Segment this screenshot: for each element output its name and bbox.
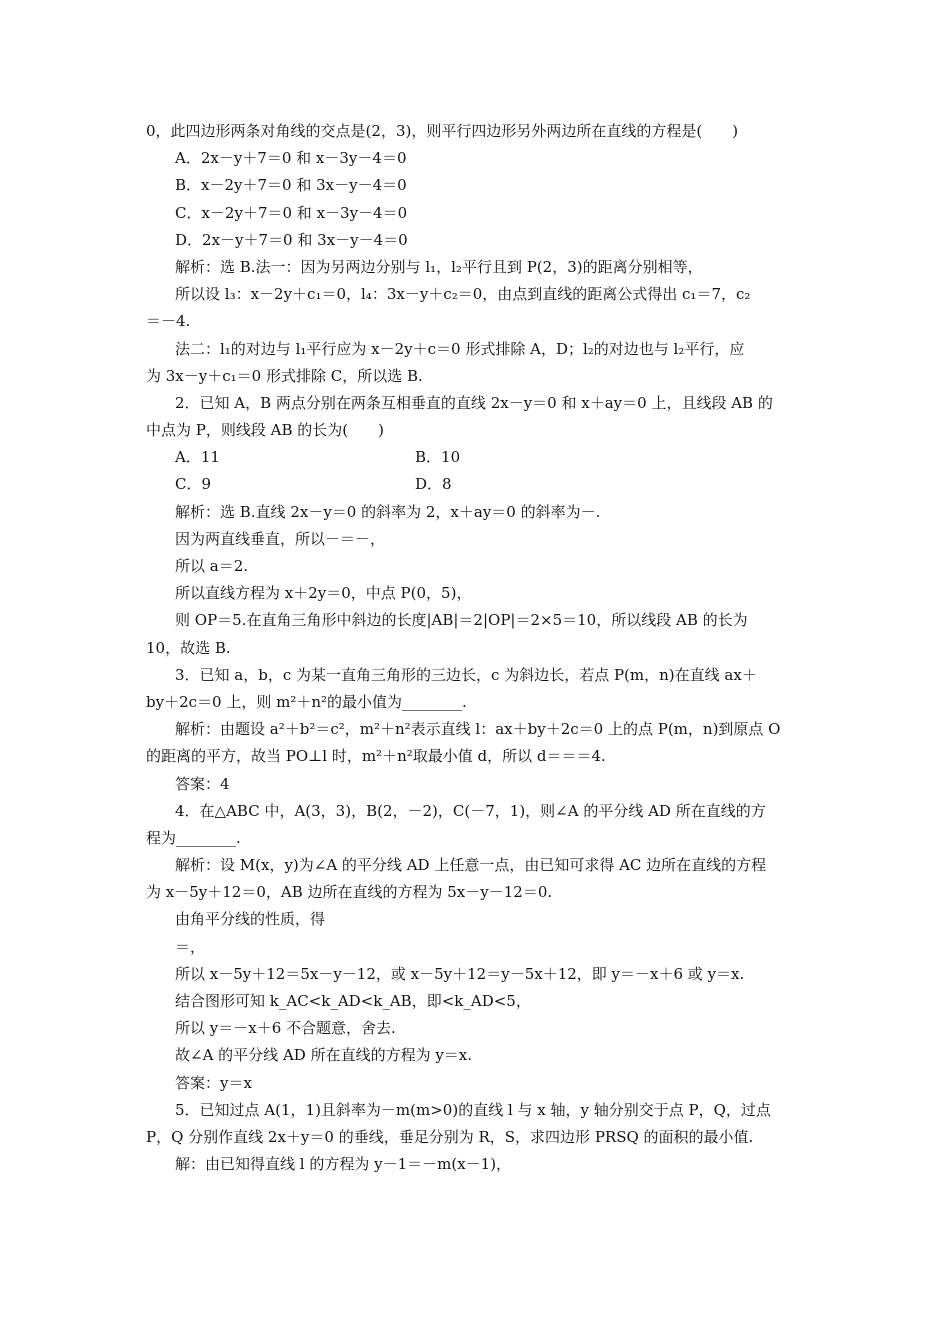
text-line: 的距离的平方，故当 PO⊥l 时，m²＋n²取最小值 d，所以 d＝＝＝4. <box>146 747 606 766</box>
text-line: 解析：选 B.法一：因为另两边分别与 l₁，l₂平行且到 P(2，3)的距离分别相等， <box>175 257 703 276</box>
option-left: C．9 <box>175 475 212 494</box>
solutions-block <box>146 499 806 1179</box>
text-line: ＝－4. <box>146 312 191 331</box>
text-line: 所以 x－5y＋12＝5x－y－12，或 x－5y＋12＝y－5x＋12，即 y＝－x＋6 或 y＝x. <box>175 964 745 983</box>
problem-1-block <box>146 118 806 444</box>
text-line: by＋2c＝0 上，则 m²＋n²的最小值为________. <box>146 692 467 711</box>
text-line: ＝， <box>175 937 206 956</box>
option-right: B．10 <box>415 448 461 467</box>
text-line: 中点为 P，则线段 AB 的长为( ) <box>146 421 384 440</box>
text-line: 为 3x－y＋c₁＝0 形式排除 C，所以选 B. <box>146 366 423 385</box>
text-line: 2．已知 A，B 两点分别在两条互相垂直的直线 2x－y＝0 和 x＋ay＝0 上，且线段 AB 的 <box>175 393 773 412</box>
text-line: 因为两直线垂直，所以－＝－， <box>175 529 386 548</box>
text-line: 由角平分线的性质，得 <box>175 910 326 929</box>
text-line: B．x－2y＋7＝0 和 3x－y－4＝0 <box>175 176 407 195</box>
text-line: A．2x－y＋7＝0 和 x－3y－4＝0 <box>175 149 407 168</box>
text-line: 3．已知 a，b，c 为某一直角三角形的三边长，c 为斜边长，若点 P(m，n)在直线 ax＋ <box>175 665 757 684</box>
problem-2-options <box>146 444 806 498</box>
text-line: 5．已知过点 A(1，1)且斜率为－m(m>0)的直线 l 与 x 轴，y 轴分别交于点 P，Q，过点 <box>175 1100 771 1119</box>
text-line: 解析：由题设 a²＋b²＝c²，m²＋n²表示直线 l：ax＋by＋2c＝0 上的点 P(m，n)到原点 O <box>175 720 781 739</box>
text-line: 0，此四边形两条对角线的交点是(2，3)，则平行四边形另外两边所在直线的方程是( ) <box>146 122 739 140</box>
text-line: 10，故选 B. <box>146 638 231 657</box>
option-left: A．11 <box>175 448 220 467</box>
text-line: 故∠A 的平分线 AD 所在直线的方程为 y＝x. <box>175 1046 473 1065</box>
text-line: 答案：y＝x <box>175 1073 252 1092</box>
text-line: 则 OP＝5.在直角三角形中斜边的长度|AB|＝2|OP|＝2×5＝10，所以线段 AB 的长为 <box>175 611 748 630</box>
text-line: 4．在△ABC 中，A(3，3)，B(2，－2)，C(－7，1)，则∠A 的平分线 AD 所在直线的方 <box>175 801 766 820</box>
text-line: 答案：4 <box>175 774 230 793</box>
text-line: 结合图形可知 k_AC<k_AD<k_AB，即<k_AD<5， <box>175 992 531 1010</box>
text-line: 程为________. <box>146 828 241 847</box>
text-line: P，Q 分别作直线 2x＋y＝0 的垂线，垂足分别为 R，S，求四边形 PRSQ 的面积的最小值. <box>146 1127 754 1146</box>
text-line: D．2x－y＋7＝0 和 3x－y－4＝0 <box>175 230 408 249</box>
text-line: 解析：选 B.直线 2x－y＝0 的斜率为 2，x＋ay＝0 的斜率为－. <box>175 502 601 521</box>
text-line: 解析：设 M(x，y)为∠A 的平分线 AD 上任意一点，由已知可求得 AC 边所在直线的方程 <box>175 856 767 875</box>
document-body <box>146 118 806 1178</box>
option-right: D．8 <box>415 475 452 494</box>
option-row <box>146 471 806 498</box>
text-line: 所以 y＝－x＋6 不合题意，舍去. <box>175 1019 396 1038</box>
text-line: 所以 a＝2. <box>175 557 249 575</box>
text-line: C．x－2y＋7＝0 和 x－3y－4＝0 <box>175 203 408 222</box>
option-row <box>146 444 806 471</box>
text-line: 解：由已知得直线 l 的方程为 y－1＝－m(x－1)， <box>175 1155 512 1174</box>
text-line: 为 x－5y＋12＝0，AB 边所在直线的方程为 5x－y－12＝0. <box>146 883 553 902</box>
text-line: 法二：l₁的对边与 l₁平行应为 x－2y＋c＝0 形式排除 A，D；l₂的对边也与 l₂平行，应 <box>175 339 745 358</box>
text-line: 所以直线方程为 x＋2y＝0，中点 P(0，5)， <box>175 584 472 603</box>
text-line: 所以设 l₃：x－2y＋c₁＝0，l₄：3x－y＋c₂＝0，由点到直线的距离公式得出 c₁＝7，c₂ <box>175 285 751 304</box>
